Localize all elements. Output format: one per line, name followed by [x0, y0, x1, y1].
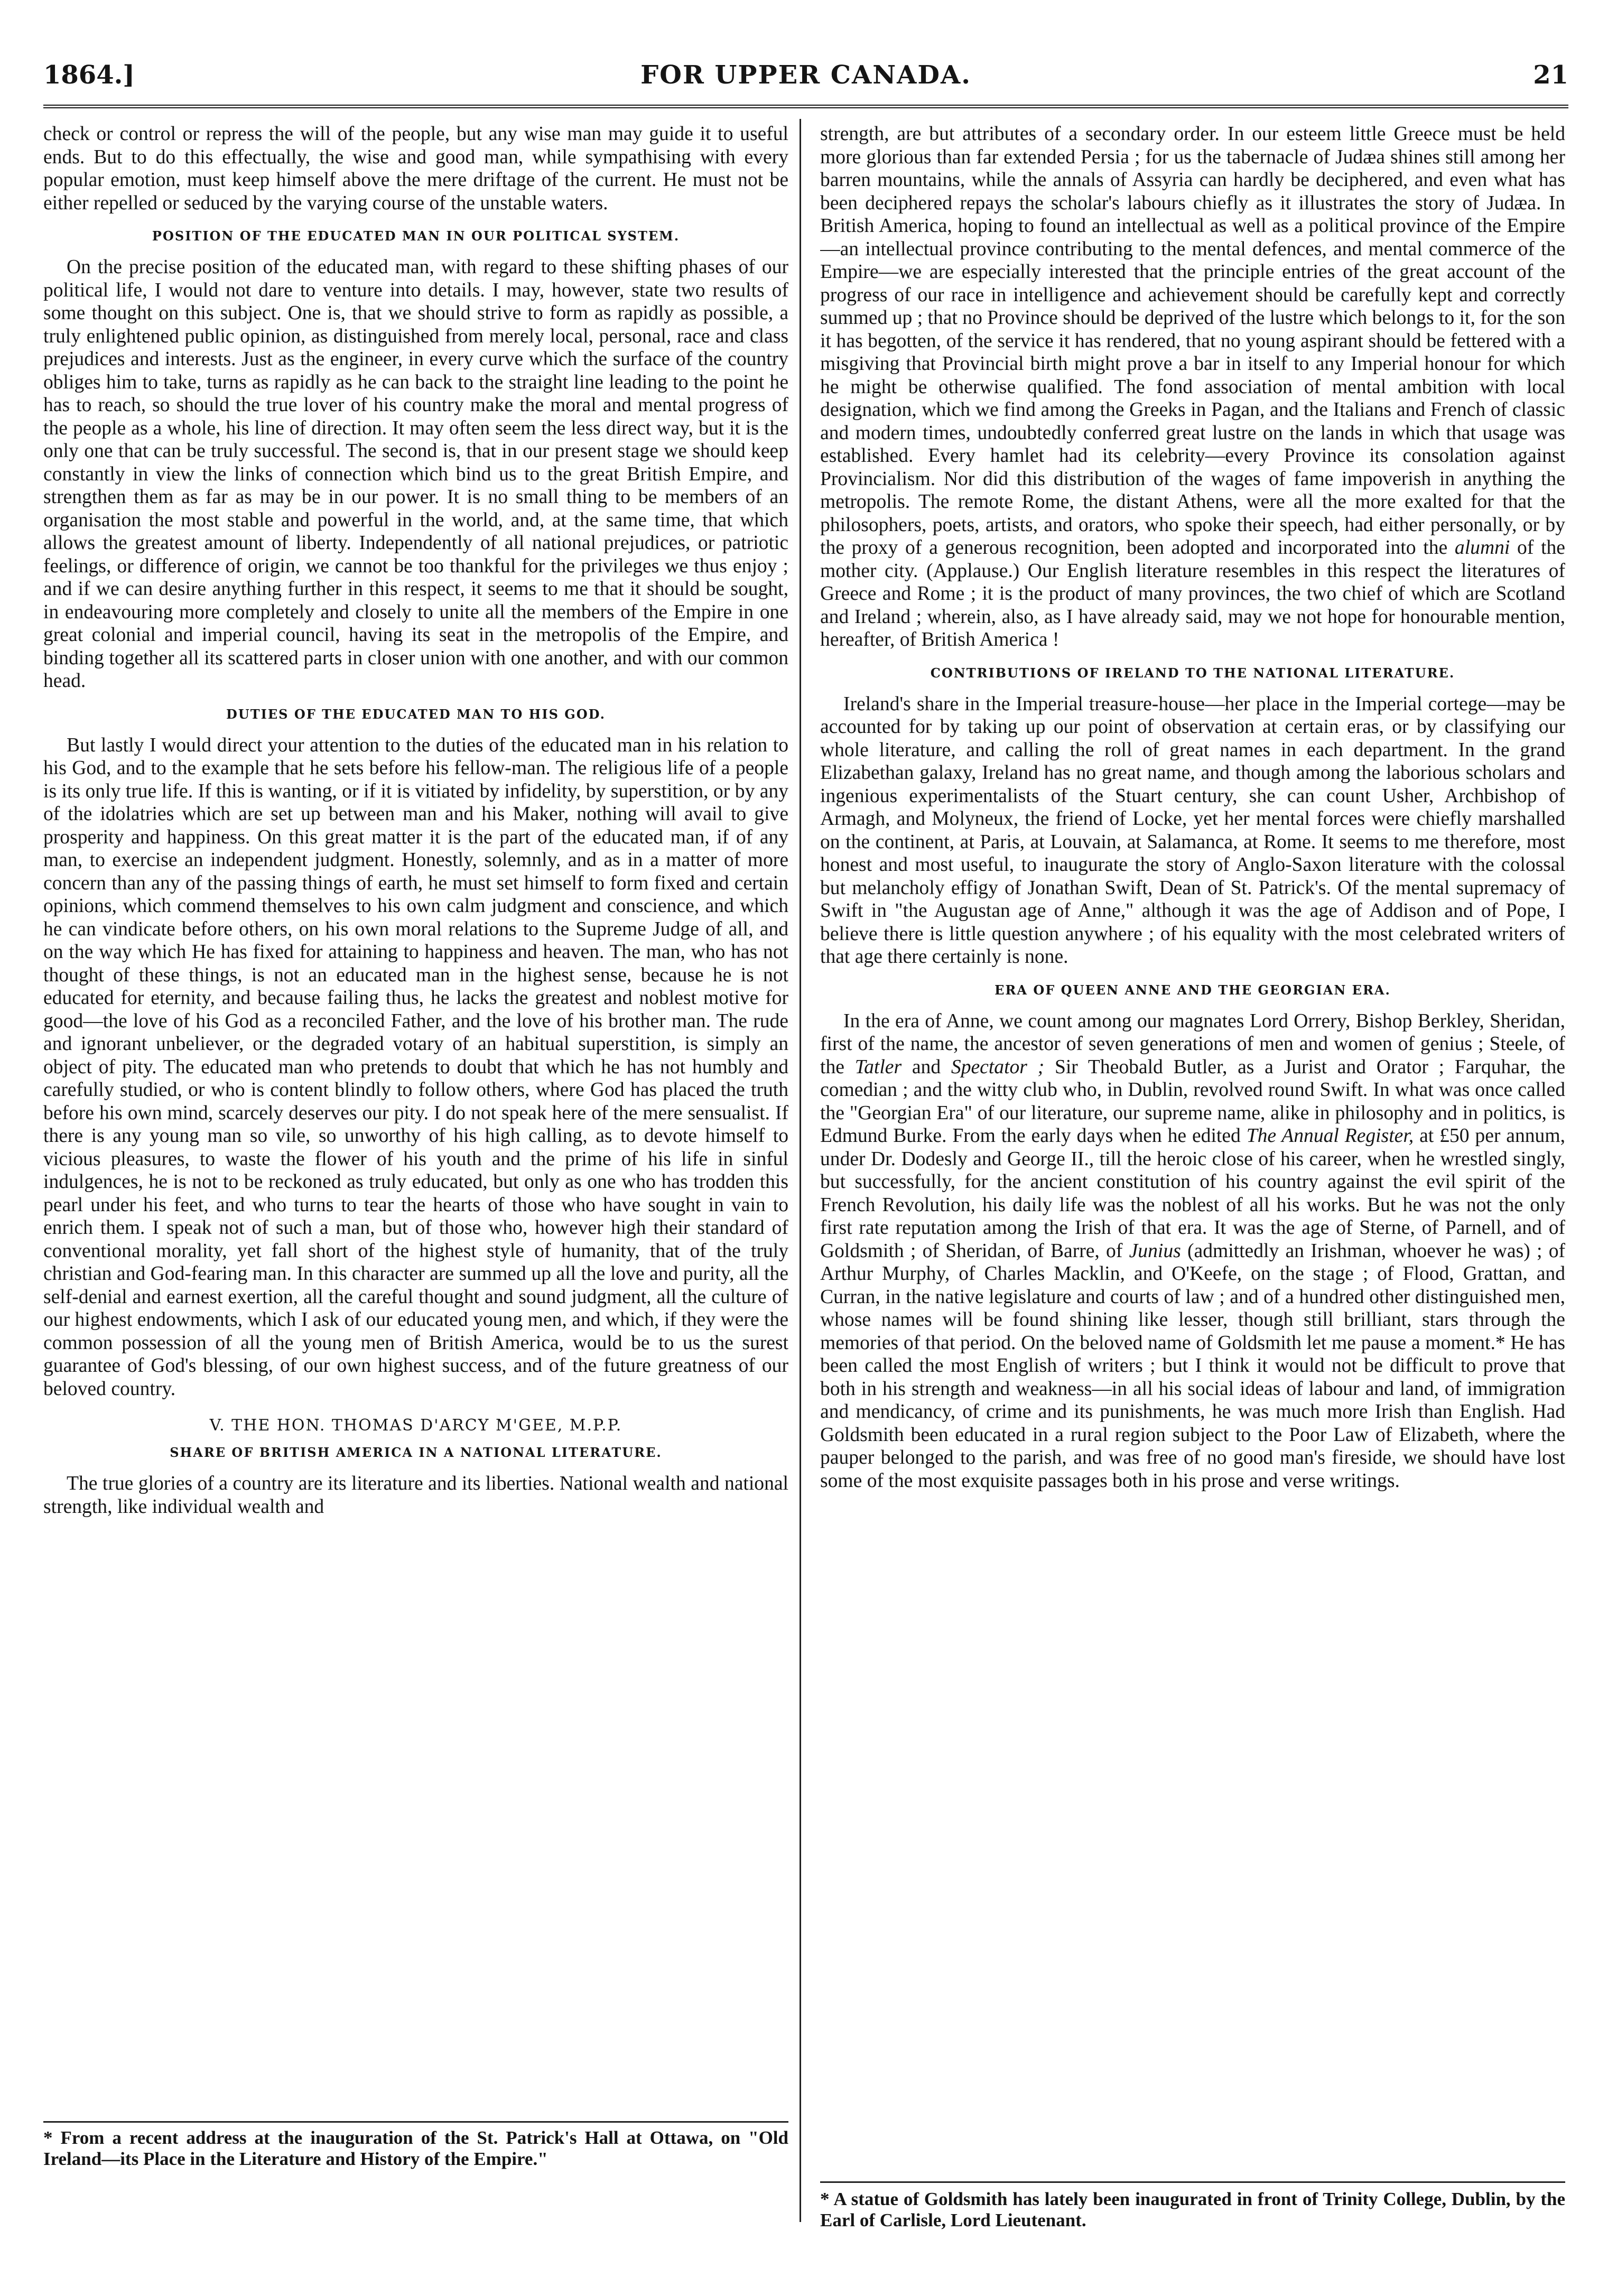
section-heading-era: ERA OF QUEEN ANNE AND THE GEORGIAN ERA. [995, 982, 1391, 998]
right-paragraph-1-tail: of the mother city. (Applause.) Our English literature resembles in this respect the literatures of Greece and Rome ; it is the product of many provinces, the two chief of which are Scotland and Ireland ; wherein, also, as I have already said, may we not hope for honourable mention, hereafter, of British America ! [820, 537, 1565, 650]
alumni-italic: alumni [1454, 537, 1510, 559]
header-page-number: 21 [1533, 60, 1568, 90]
left-footnote: * From a recent address at the inauguration of the St. Patrick's Hall at Ottawa, on "Old Ireland—its Place in the Literature and History of the Empire." [43, 2127, 788, 2169]
header-year: 1864.] [43, 60, 135, 90]
header-title: FOR UPPER CANADA. [640, 60, 971, 90]
section-heading-ireland: CONTRIBUTIONS OF IRELAND TO THE NATIONAL LITERATURE. [930, 665, 1455, 681]
section-heading-mcgee: V. THE HON. THOMAS D'ARCY M'GEE, M.P.P. [209, 1416, 622, 1435]
page-header [43, 59, 1568, 97]
annual-register-italic: The Annual Register, [1246, 1125, 1414, 1147]
p3-and: and [912, 1056, 941, 1078]
left-paragraph-2: On the precise position of the educated man, with regard to these shifting phases of our political life, I would not dare to venture into details. I may, however, state two results of some thought on this subject. One is, that we should strive to form as rapidly as possible, a truly enlightened public opinion, as distinguished from merely local, personal, race and class prejudices and interests. Just as the engineer, in every curve which the surface of the country obliges him to take, turns as rapidly as he can back to the straight line leading to the point he has to reach, so should the true lover of his country make the moral and mental progress of the people as a whole, his line of direction. It may often seem the less direct way, but it is the only one that can be truly successful. The second is, that in our present stage we should keep constantly in view the links of connection which bind us to the great British Empire, and strengthen them as far as may be in our power. It is no small thing to be members of an organisation the most stable and powerful in the world, and, at the same time, that which allows the greatest amount of liberty. Independently of all national prejudices, or patriotic feelings, or difference of origin, we cannot be too thankful for the privileges we thus enjoy ; and if we can desire anything further in this respect, it seems to me that it should be sought, in endeavouring more completely and closely to unite all the members of the Empire in one great colonial and imperial council, having its seat in the metropolis of the Empire, and binding together all its scattered parts in closer union with one another, and with our common head. [43, 256, 788, 692]
left-paragraph-1: check or control or repress the will of the people, but any wise man may guide it to useful ends. But to do this effectually, the wise and good man, while sympathising with every popular emotion, must keep himself above the mere driftage of the current. He must not be either repelled or seduced by the varying course of the unstable waters. [43, 123, 788, 214]
left-paragraph-4: The true glories of a country are its literature and its liberties. National wealth and national strength, like individual wealth and [43, 1473, 788, 1518]
column-divider [800, 119, 801, 2222]
section-heading-share: SHARE OF BRITISH AMERICA IN A NATIONAL LITERATURE. [170, 1445, 662, 1460]
left-paragraph-3: But lastly I would direct your attention to the duties of the educated man in his relation to his God, and to the example that he sets before his fellow-man. The religious life of a people is its only true life. If this is wanting, or if it is vitiated by infidelity, by superstition, or by any of the idolatries which are set up between man and his Maker, nothing will avail to give prosperity and happiness. On this great matter it is the part of the educated man, if of any man, to exercise an independent judgment. Honestly, solemnly, and as in a matter of more concern than any of the passing things of earth, he must set himself to form fixed and certain opinions, which commend themselves to his own calm judgment and conscience, and which he can vindicate before others, on his own moral relations to the Supreme Judge of all, and on the way which He has fixed for attaining to happiness and heaven. The man, who has not thought of these things, is not an educated man in the highest sense, because he is not educated for eternity, and because failing thus, he lacks the greatest and noblest motive for good—the love of his God as a reconciled Father, and the love of his brother man. The rude and ignorant unbeliever, or the degraded votary of an habitual superstition, is simply an object of pity. The educated man who pretends to doubt that which he has not humbly and carefully studied, or who is content blindly to follow others, where God has placed the truth before his own mind, scarcely deserves our pity. I do not speak here of the mere sensualist. If there is any young man so vile, so unworthy of his high calling, as to devote himself to vicious pleasures, to waste the flower of his youth and the prime of his life in sinful indulgences, he is not to be reckoned as truly educated, but only as one who has trodden this pearl under his feet, and who turns to tear the hearts of those who have sought in vain to enrich them. I speak not of such a man, but of those who, however high their standard of conventional morality, yet fall short of the highest style of humanity, that of the truly christian and God-fearing man. In this character are summed up all the love and purity, all the self-denial and earnest exertion, all the careful thought and sound judgment, all the culture of our highest endowments, which I ask of our educated young men, and which, if they were the common possession of all the young men of British America, would be to us the surest guarantee of God's blessing, of our own highest success, and of the future greatness of our beloved country. [43, 734, 788, 1400]
right-paragraph-1-text: strength, are but attributes of a secondary order. In our esteem little Greece must be held more glorious than far extended Persia ; for us the tabernacle of Judæa shines still among her barren mountains, while the annals of Assyria can hardly be deciphered, and even what has been deciphered repays the scholar's labours chiefly as it illustrates the story of Judæa. In British America, hoping to found an intellectual as well as a political province of the Empire—an intellectual province contributing to the mental defences, and mental commerce of the Empire—we are especially interested that the principle entries of the great account of the progress of our race in intelligence and achievement should be carefully kept and correctly summed up ; that no Province should be deprived of the lustre which belongs to it, for the son it has begotten, of the service it has rendered, that no young aspirant should be fettered with a misgiving that Provincial birth might prove a bar in itself to any Imperial honour for which he might be otherwise qualified. The fond association of mental ambition with local designation, which we find among the Greeks in Pagan, and the Italians and French of classic and modern times, undoubtedly conferred great lustre on the lands in which that usage was established. Every hamlet had its celebrity—every Province its consolation against Provincialism. Nor did this distribution of the wages of fame impoverish in anything the metropolis. The remote Rome, the distant Athens, were all the more exalted for that the philosophers, poets, artists, and orators, who spoke their speech, had either personally, or by the proxy of a generous recognition, been adopted and incorporated into the [820, 123, 1565, 559]
tatler-italic: Tatler [854, 1056, 902, 1078]
spectator-italic: Spectator ; [951, 1056, 1045, 1078]
right-paragraph-3 [820, 1010, 1565, 1493]
junius-italic: Junius [1129, 1240, 1181, 1262]
right-footnote-rule [820, 2181, 1565, 2183]
section-heading-position: POSITION OF THE EDUCATED MAN IN OUR POLITICAL SYSTEM. [152, 228, 680, 244]
p3-part-c: at £50 per annum, under Dr. Dodesly and George II., till the heroic close of his career, when he wrestled singly, but successfully, for the ancient constitution of his country against the evil spirit of the French Revolution, his daily life was the noblest of all his works. But he was not the only first rate reputation among the Irish of that era. It was the age of Sterne, of Parnell, and of Goldsmith ; of Sheridan, of Barre, of [820, 1125, 1565, 1262]
p3-part-a: In the era of Anne, we count among our magnates Lord Orrery, Bishop Berkley, Sheridan, first of the name, the ancestor of seven generations of men and women of genius ; Steele, of the [820, 1010, 1565, 1078]
right-paragraph-1 [820, 123, 1565, 652]
left-column [43, 123, 788, 2194]
right-footnote: * A statue of Goldsmith has lately been inaugurated in front of Trinity College, Dublin, by the Earl of Carlisle, Lord Lieutenant. [820, 2189, 1565, 2230]
left-footnote-rule [43, 2121, 788, 2123]
header-rule [43, 105, 1568, 108]
section-heading-duties: DUTIES OF THE EDUCATED MAN TO HIS GOD. [226, 706, 606, 722]
right-paragraph-2: Ireland's share in the Imperial treasure-house—her place in the Imperial cortege—may be accounted for by taking up our point of observation at certain eras, or by classifying our whole literature, and calling the roll of great names in each department. In the grand Elizabethan galaxy, Ireland has no great name, and though among the laborious scholars and ingenious experimentalists of the Stuart century, she can count Usher, Archbishop of Armagh, and Molyneux, the friend of Locke, yet her mental forces were chiefly marshalled on the continent, at Paris, at Louvain, at Salamanca, at Rome. It seems to me therefore, most honest and most useful, to inaugurate the story of Anglo-Saxon literature with the colossal but melancholy effigy of Jonathan Swift, Dean of St. Patrick's. Of the mental supremacy of Swift in "the Augustan age of Anne," although it was the age of Addison and of Pope, I believe there is little question anywhere ; of his equality with the most celebrated writers of that age there certainly is none. [820, 693, 1565, 968]
p3-part-b: Sir Theobald Butler, as a Jurist and Orator ; Farquhar, the comedian ; and the witty club who, in Dublin, revolved round Swift. In what was once called the "Georgian Era" of our literature, our supreme name, alike in philosophy and in politics, is Edmund Burke. From the early days when he edited [820, 1056, 1565, 1147]
right-column [820, 123, 1565, 2194]
p3-part-d: (admittedly an Irishman, whoever he was) ; of Arthur Murphy, of Charles Macklin, and O'Keefe, on the stage ; of Flood, Grattan, and Curran, in the native legislature and courts of law ; and of a hundred other distinguished men, whose names will be found shining like lesser, though still brilliant, stars through the memories of that period. On the beloved name of Goldsmith let me pause a moment.* He has been called the most English of writers ; but I think it would not be difficult to prove that both in his strength and weakness—in all his social ideas of labour and land, of immigration and mendicancy, of crime and its punishments, he was much more Irish than English. Had Goldsmith been educated in a rural region subject to the Poor Law of Elizabeth, where the pauper belonged to the parish, and was free of no good man's fireside, we should have lost some of the most exquisite passages both in his prose and verse writings. [820, 1240, 1565, 1492]
